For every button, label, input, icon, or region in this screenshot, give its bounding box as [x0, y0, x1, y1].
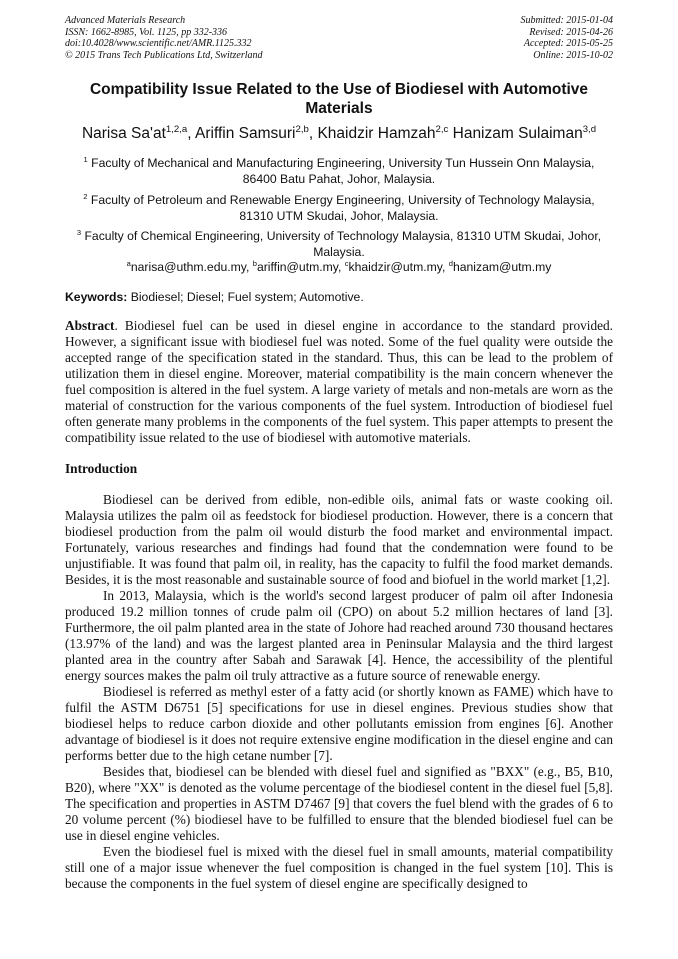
journal-name: Advanced Materials Research — [65, 15, 186, 26]
date-online: Online: 2015-10-02 — [533, 49, 613, 61]
journal-issn: ISSN: 1662-8985, Vol. 1125, pp 332-336 — [65, 26, 228, 38]
journal-copyright: © 2015 Trans Tech Publications Ltd, Switzerland — [65, 49, 263, 61]
keywords — [65, 290, 613, 304]
affiliation-2: $^2$ Faculty of Petroleum and Renewable Energy Engineering, University of Technology Malaysia, 81310 UTM Skudai, Johor, Malaysia. — [83, 192, 595, 223]
introduction-body — [65, 492, 613, 892]
email-link[interactable]: hanizam@utm.my — [452, 260, 552, 275]
date-accepted: Accepted: 2015-05-25 — [523, 38, 613, 50]
author-affil-mark: 2,b — [295, 124, 309, 135]
paper-title: Compatibility Issue Related to the Use of Biodiesel with Automotive Materials — [89, 81, 589, 117]
date-revised: Revised: 2015-04-26 — [529, 26, 613, 38]
affiliation-1: $^1$ Faculty of Mechanical and Manufacturing Engineering, University Tun Hussein Onn Malaysia, 86400 Batu Pahat, Johor, Malaysia. — [83, 155, 595, 186]
paragraph: In 2013, Malaysia, which is the world's second largest producer of palm oil after Indonesia produced 19.2 million tonnes of crude palm oil (CPO) on about 5.2 million hectares of land [3]. Furthermore, the oil palm planted area in the state of Johore had reached around 730 thousand hectares (13.97% of the land) and was the largest planted area in Peninsular Malaysia and the third largest planted area in the country after Sabah and Sarawak [4]. Hence, the accessibility of the plentiful energy sources makes the palm oil truly attractive as a future source of renewable energy. — [65, 588, 613, 683]
paragraph: Even the biodiesel fuel is mixed with the diesel fuel in small amounts, material compatibility still one of a major issue whenever the fuel composition is changed in the fuel system [10]. This is because the components in the fuel system of diesel engine are specifically designed to — [65, 844, 613, 891]
abstract — [65, 318, 613, 446]
date-submitted: Submitted: 2015-01-04 — [520, 15, 613, 26]
author-list: Narisa Sa'at$^{1,2,a}$, Ariffin Samsuri$^{2,b}$, Khaidzir Hamzah$^{2,c}$ Hanizam Sulaiman$^{3,d}$ — [81, 124, 597, 143]
author-affil-mark: 3,d — [582, 124, 597, 135]
paragraph: Biodiesel is referred as methyl ester of a fatty acid (or shortly known as FAME) which have to fulfil the ASTM D6751 [5] specifications for use in diesel engines. Previous studies show that biodiesel helps to reduce carbon dioxide and other pollutants emission from engines [6]. Another advantage of biodiesel is it does not require extensive engine modification in the diesel engine and can performs better due to the high cetane number [7]. — [65, 684, 613, 763]
author-affil-mark: 2,c — [435, 124, 449, 135]
email-link[interactable]: ariffin@utm.my — [256, 260, 338, 275]
author-name: Narisa Sa'at — [81, 125, 166, 143]
email-link[interactable]: khaidzir@utm.my — [348, 260, 442, 275]
email-link[interactable]: narisa@uthm.edu.my — [130, 260, 246, 275]
keywords-label: Keywords: — [65, 290, 128, 304]
submission-dates — [521, 15, 614, 61]
author-name: Khaidzir Hamzah — [317, 125, 436, 143]
author-name: Ariffin Samsuri — [195, 125, 296, 143]
abstract-label: Abstract — [65, 318, 115, 333]
keywords-text: Biodiesel; Diesel; Fuel system; Automotive. — [130, 290, 364, 304]
paragraph: Biodiesel can be derived from edible, non-edible oils, animal fats or waste cooking oil. Malaysia utilizes the palm oil as feedstock for biodiesel production. However, there is a concern that biodiesel production from the palm oil would disturb the food market and environmental impact. Fortunately, various researches and findings had found that the condemnation were found to be unjustifiable. It was found that palm oil, in reality, has the capacity to fulfil the food market demands. Besides, it is the most reasonable and sustainable source of food and biofuel in the world market [1,2]. — [65, 492, 613, 587]
journal-doi: doi:10.4028/www.scientific.net/AMR.1125.332 — [65, 38, 252, 50]
author-affil-mark: 1,2,a — [165, 124, 188, 135]
author-name: Hanizam Sulaiman — [452, 125, 583, 143]
section-heading: Introduction — [65, 461, 138, 476]
author-emails: $^a$narisa@uthm.edu.my, $^b$ariffin@utm.my, $^c$khaidzir@utm.my, $^d$hanizam@utm.my — [126, 259, 552, 275]
paragraph: Besides that, biodiesel can be blended with diesel fuel and signified as "BXX" (e.g., B5, B10, B20), where "XX" is denoted as the volume percentage of the biodiesel content in the diesel fuel [5,8]. The specification and properties in ASTM D7467 [9] that covers the fuel blend with the grades of 6 to 20 volume percent (%) biodiesel have to be fulfilled to ensure that the blended biodiesel fuel can be use in diesel engine vehicles. — [65, 764, 613, 843]
journal-info — [65, 15, 263, 61]
affiliation-3: $^3$ Faculty of Chemical Engineering, University of Technology Malaysia, 81310 UTM Skudai, Johor, Malaysia. — [76, 228, 602, 259]
abstract-text: . Biodiesel fuel can be used in diesel engine in accordance to the standard provided. However, a significant issue with biodiesel fuel was noted. Some of the fuel quality were outside the accepted range of the specification stated in the standard. Thus, this can be lead to the problem of utilization them in diesel engine. Moreover, material compatibility is the main concern whenever the fuel composition is altered in the fuel system. A large variety of metals and non-metals are worn as the material of construction for the various components of the fuel system. Introduction of biodiesel fuel often generate many problems in the components of the fuel system. This paper attempts to present the compatibility issue related to the use of biodiesel with automotive materials. — [65, 318, 613, 445]
